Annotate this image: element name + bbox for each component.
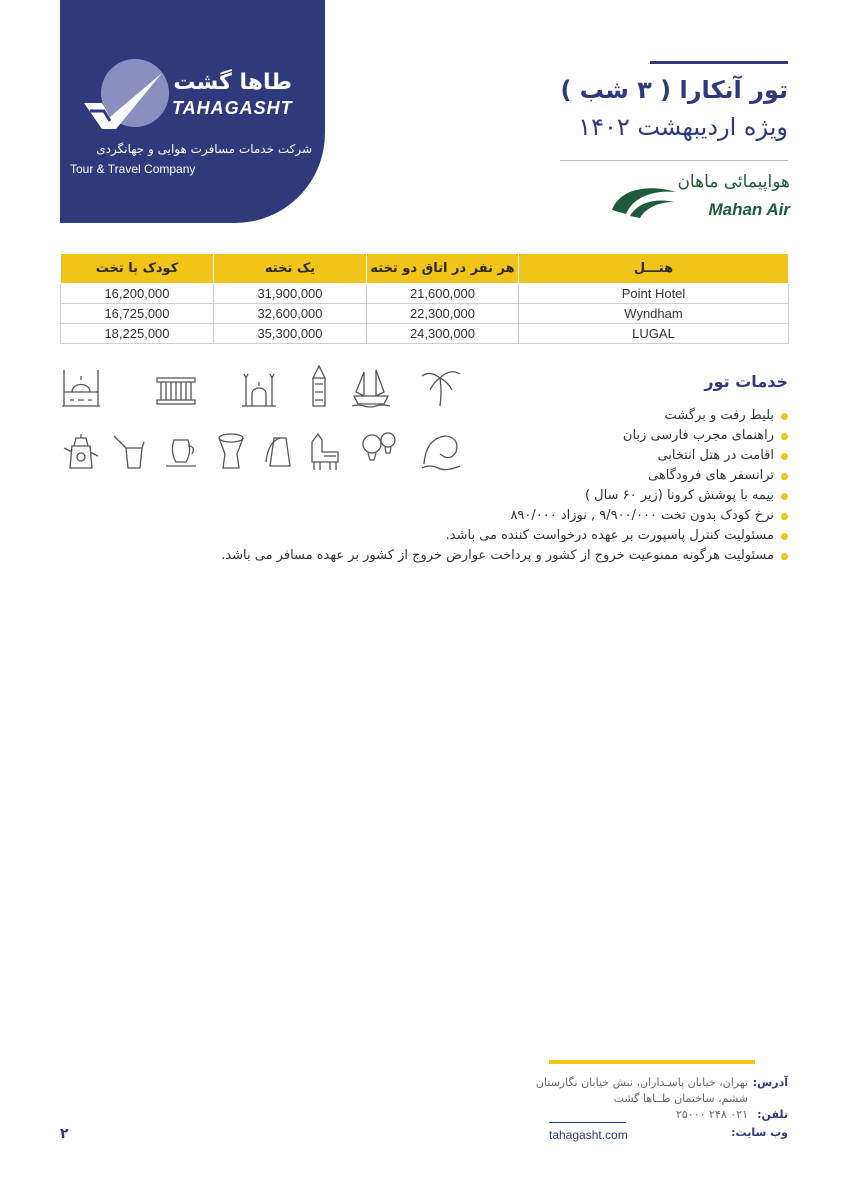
cell-child: 16,200,000 (61, 284, 214, 304)
address-line-2: ششم، ساختمان طــاها گشت (613, 1092, 748, 1105)
website-divider (549, 1122, 626, 1123)
cell-single: 31,900,000 (214, 284, 367, 304)
title-divider (560, 160, 788, 161)
airline-name-en: Mahan Air (708, 200, 790, 219)
tour-subtitle: ویژه اردیبهشت ۱۴۰۲ (578, 113, 788, 141)
coffee-pot-icon (108, 428, 150, 472)
title-accent-bar (650, 61, 788, 64)
list-item: نرخ کودک بدون تخت ۹/۹۰۰/۰۰۰ , نوزاد ۸۹۰/۰۰۰ (188, 506, 788, 526)
footer-accent-bar (549, 1060, 755, 1064)
list-item: مسئولیت هرگونه ممنوعیت خروج از کشور و پرداخت عوارض خروج از کشور بر عهده مسافر می باشد. (188, 546, 788, 566)
brand-tagline-fa: شرکت خدمات مسافرت هوایی و جهانگردی (96, 142, 312, 156)
address-label: آدرس: (752, 1076, 788, 1089)
list-item: راهنمای مجرب فارسی زبان (188, 426, 788, 446)
phone-number: ۰۲۱ ۲۴۸ ۲۵۰۰۰ (675, 1108, 748, 1121)
palm-tree-icon (420, 364, 462, 408)
website-label: وب سایت: (731, 1126, 788, 1139)
page-number: ۲ (60, 1126, 69, 1142)
ship-icon (350, 364, 392, 408)
cell-child: 16,725,000 (61, 304, 214, 324)
list-item: مسئولیت کنترل پاسپورت بر عهده درخواست کننده می باشد. (188, 526, 788, 546)
list-item: اقامت در هتل انتخابی (188, 446, 788, 466)
cell-hotel: Wyndham (519, 304, 789, 324)
brand-name-fa: طاها گشت (173, 70, 292, 95)
table-row (61, 284, 789, 304)
list-item: بلیط رفت و برگشت (188, 406, 788, 426)
minaret-icon (238, 364, 280, 408)
brand-tagline-en: Tour & Travel Company (70, 162, 196, 176)
cell-double: 21,600,000 (367, 284, 519, 304)
cell-double: 24,300,000 (367, 324, 519, 344)
monument-icon (155, 364, 197, 408)
tower-icon (298, 364, 340, 408)
cell-child: 18,225,000 (61, 324, 214, 344)
cell-single: 35,300,000 (214, 324, 367, 344)
table-row (61, 324, 789, 344)
header-hotel: هتـــل (519, 254, 789, 284)
header-double-room: هر نفر در اتاق دو تخته (367, 254, 519, 284)
company-logo-block (60, 0, 325, 223)
mosque-icon (60, 364, 102, 408)
teapot-icon (60, 428, 102, 472)
list-item: بیمه با پوشش کرونا (زیر ۶۰ سال ) (188, 486, 788, 506)
mahan-air-logo (610, 172, 790, 228)
services-title: خدمات تور (704, 372, 788, 391)
cell-double: 22,300,000 (367, 304, 519, 324)
tour-title: تور آنکارا ( ۳ شب ) (560, 76, 788, 104)
cell-single: 32,600,000 (214, 304, 367, 324)
phone-label: تلفن: (757, 1108, 788, 1121)
table-header-row (61, 254, 789, 284)
cell-hotel: Point Hotel (519, 284, 789, 304)
airline-name-fa: هواپیمائی ماهان (677, 172, 790, 192)
address-line-1: تهران، خیابان پاسـداران، نبش خیابان نگارستان (535, 1076, 748, 1089)
header-child-with-bed: کودک با تخت (61, 254, 214, 284)
price-table (60, 253, 789, 344)
brand-name-en: TAHAGASHT (172, 98, 293, 118)
services-list (188, 406, 788, 566)
header-single-room: یک تخته (214, 254, 367, 284)
list-item: ترانسفر های فرودگاهی (188, 466, 788, 486)
tahagasht-logo-icon (80, 55, 170, 139)
cell-hotel: LUGAL (519, 324, 789, 344)
mahan-air-swoosh-icon (610, 180, 680, 224)
website-link[interactable]: tahagasht.com (549, 1128, 628, 1142)
table-row (61, 304, 789, 324)
